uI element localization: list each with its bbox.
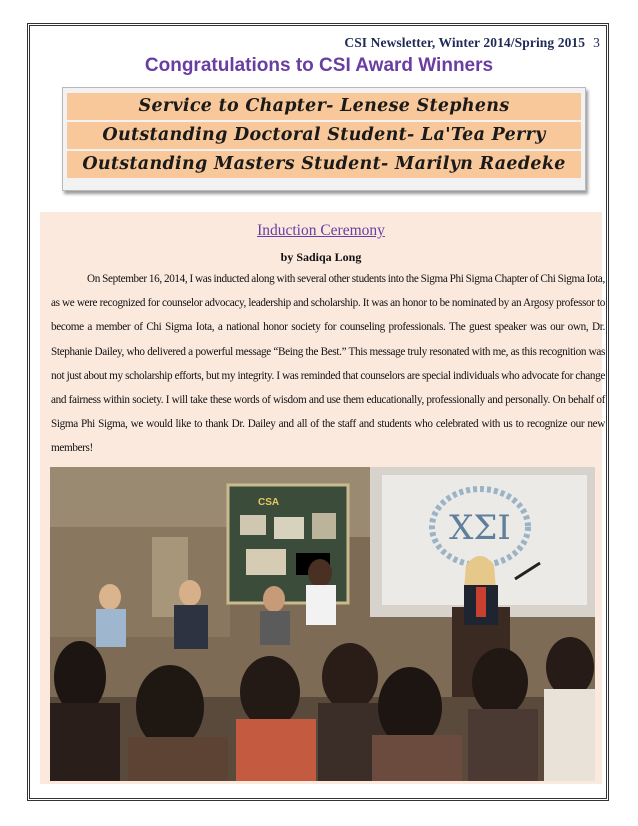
ceremony-photo xyxy=(50,467,595,781)
board-label: CSA xyxy=(258,497,280,508)
congrats-heading: Congratulations to CSI Award Winners xyxy=(144,55,494,76)
screen-letters: ΧΣΙ xyxy=(449,508,511,548)
awards-box xyxy=(62,87,586,191)
article-panel xyxy=(40,212,605,784)
newsletter-header xyxy=(344,35,600,51)
article-body xyxy=(51,267,605,461)
article-paragraph: On September 16, 2014, I was inducted along with several other students into the Sigma Phi Sigma Chapter of Chi Sigma Iota, as we were recognized for counselor advocacy, leadership and scholarship. It was an honor to be nominated by an Argosy professor to become a member of Chi Sigma Iota, a national honor society for counseling professionals. The guest speaker was our own, Dr. Stephanie Dailey, who delivered a powerful message “Being the Best.” This message truly resonated with me, as this recognition was not just about my scholarship efforts, but my integrity. I was reminded that counselors are special individuals who advocate for change and fairness within society. I will take these words of wisdom and use them educationally, professionally and personally. On behalf of Sigma Phi Sigma, we would like to thank Dr. Dailey and all of the staff and students who celebrated with us to recognize our new members! xyxy=(51,273,605,455)
page-number: 3 xyxy=(593,35,600,50)
award-doctoral-student: Outstanding Doctoral Student- La'Tea Perry xyxy=(67,122,581,149)
article-title: Induction Ceremony xyxy=(257,222,385,239)
article-byline: by Sadiqa Long xyxy=(280,250,362,264)
newsletter-title: CSI Newsletter, Winter 2014/Spring 2015 xyxy=(344,35,586,50)
ceremony-photo-illustration xyxy=(50,467,595,781)
award-service-to-chapter: Service to Chapter- Lenese Stephens xyxy=(67,93,581,120)
award-masters-student: Outstanding Masters Student- Marilyn Raedeke xyxy=(67,151,581,178)
